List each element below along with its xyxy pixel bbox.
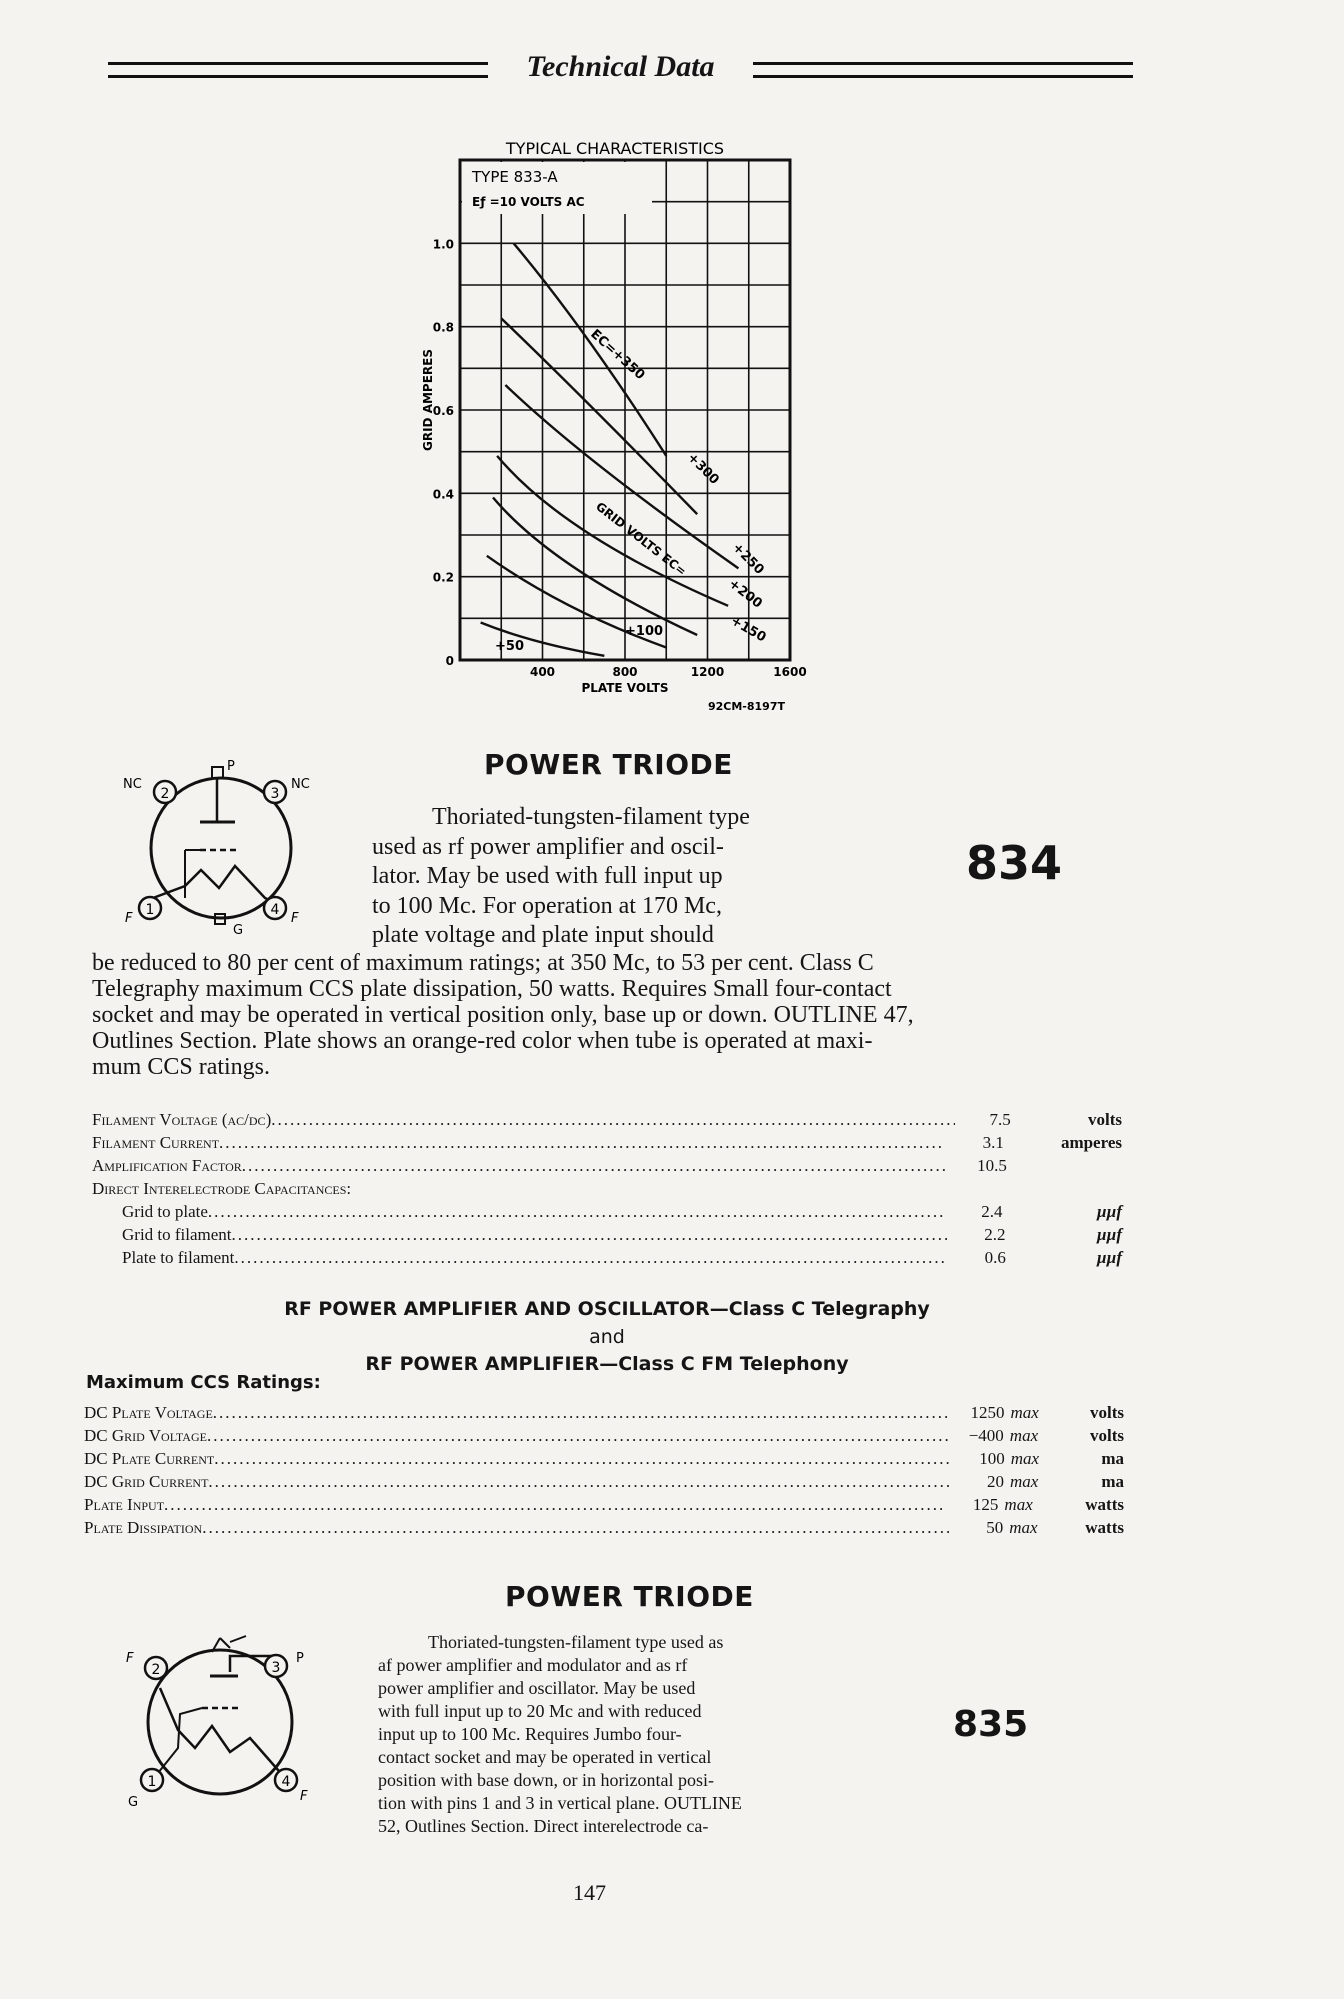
x-axis-label: PLATE VOLTS	[581, 681, 669, 695]
rating-value: 100	[979, 1449, 1005, 1468]
tube835-top-mark-3	[230, 1636, 246, 1642]
max-ratings-table	[84, 1401, 1124, 1539]
capacitance-row	[92, 1246, 1122, 1269]
rating-value: 1250	[970, 1403, 1005, 1422]
capacitance-label: Grid to plate	[122, 1202, 208, 1221]
capacitance-row	[92, 1223, 1122, 1246]
spec-unit: amperes	[1060, 1133, 1122, 1152]
description-line: input up to 100 Mc. Requires Jumbo four-	[378, 1724, 682, 1744]
curve-label: +250	[729, 540, 767, 578]
rating-unit: ma	[1101, 1449, 1124, 1468]
curve-label: +300	[684, 450, 722, 488]
rating-max: max	[1009, 1426, 1039, 1445]
spec-label: Filament Voltage (ac/dc)	[92, 1110, 272, 1129]
capacitance-row	[92, 1200, 1122, 1223]
description-line: Thoriated-tungsten-filament type used as	[428, 1632, 724, 1652]
spec-unit: volts	[1088, 1110, 1122, 1129]
tube835-pin-3-num: 3	[271, 1660, 281, 1676]
tube835-pin-4-num: 4	[281, 1774, 291, 1790]
intro-line: Thoriated-tungsten-filament type	[432, 804, 750, 830]
rating-row	[84, 1424, 1124, 1447]
capacitance-unit: µµf	[1096, 1225, 1122, 1244]
rating-label: DC Grid Voltage	[84, 1426, 207, 1445]
rating-max: max	[1010, 1449, 1040, 1468]
description-line: mum CCS ratings.	[92, 1054, 271, 1080]
curve-label: +200	[725, 576, 765, 612]
intro-line: used as rf power amplifier and oscil-	[372, 833, 724, 860]
capacitance-label: Grid to filament	[122, 1225, 232, 1244]
capacitance-label: Plate to filament	[122, 1248, 235, 1267]
rating-max: max	[1009, 1518, 1038, 1537]
tube834-intro	[372, 803, 852, 951]
description-line: Telegraphy maximum CCS plate dissipation, 50 watts. Requires Small four-contact	[92, 976, 892, 1002]
tube835-base-diagram	[120, 1630, 330, 1810]
intro-line: to 100 Mc. For operation at 170 Mc,	[372, 892, 722, 919]
description-line: be reduced to 80 per cent of maximum ratings; at 350 Mc, to 53 per cent. Class C	[92, 950, 874, 976]
rating-max: max	[1009, 1472, 1039, 1491]
tube835-pin-label-f-right: F	[300, 1789, 308, 1804]
header-title: Technical Data	[516, 50, 724, 83]
tube834-pin-label-f-left: F	[125, 911, 133, 926]
y-tick-label: 0.4	[432, 487, 454, 502]
capacitance-value: 2.2	[984, 1225, 1006, 1244]
rating-unit: volts	[1090, 1403, 1124, 1422]
tube834-base-diagram	[115, 758, 335, 938]
curve-label: +150	[728, 613, 769, 646]
description-line: position with base down, or in horizontal posi-	[378, 1770, 714, 1790]
capacitance-unit: µµf	[1096, 1248, 1122, 1267]
chart-title: TYPICAL CHARACTERISTICS	[505, 139, 725, 158]
tube834-pin-label-f-right: F	[291, 911, 299, 926]
spec-label: Amplification Factor	[92, 1156, 242, 1175]
tube834-pin-4-num: 4	[270, 902, 280, 918]
curve-label: +50	[495, 639, 524, 654]
chart-condition: Eƒ =10 VOLTS AC	[472, 195, 585, 209]
capacitance-heading: Direct Interelectrode Capacitances:	[92, 1179, 352, 1198]
tube834-top-cap	[212, 767, 223, 778]
rating-label: DC Grid Current	[84, 1472, 209, 1491]
y-tick-label: 0	[445, 654, 454, 668]
y-tick-label: 0.6	[432, 404, 454, 418]
description-line: power amplifier and oscillator. May be used	[378, 1678, 696, 1698]
rating-class-heading-2: RF POWER AMPLIFIER—Class C FM Telephony	[365, 1353, 849, 1375]
curve-caption: GRID VOLTS EC=	[593, 499, 690, 579]
spec-value: 10.5	[977, 1156, 1007, 1175]
rating-row	[84, 1401, 1124, 1424]
tube834-pin-label-g: G	[233, 923, 244, 938]
tube834-pin-1-num: 1	[145, 902, 155, 918]
y-tick-label: 1.0	[432, 237, 454, 252]
description-line: af power amplifier and modulator and as rf	[378, 1655, 688, 1675]
rating-row	[84, 1493, 1124, 1516]
tube835-pin-label-g: G	[128, 1795, 139, 1810]
rating-unit: watts	[1085, 1518, 1124, 1537]
x-tick-label: 800	[612, 665, 638, 679]
y-axis-label: GRID AMPERES	[421, 349, 435, 451]
capacitance-unit: µµf	[1096, 1202, 1122, 1221]
curve-label: +100	[625, 624, 664, 639]
curve-line	[497, 456, 728, 606]
tube835-number: 835	[953, 1704, 1029, 1745]
intro-line: lator. May be used with full input up	[372, 863, 723, 889]
capacitance-value: 0.6	[984, 1248, 1006, 1267]
y-tick-label: 0.2	[432, 570, 454, 585]
rating-class-heading-and: and	[589, 1326, 625, 1348]
tube834-description	[92, 950, 1132, 1080]
spec-value: 3.1	[982, 1133, 1004, 1152]
rating-max: max	[1010, 1403, 1039, 1422]
tube834-pin-2-num: 2	[160, 786, 170, 802]
spec-row	[92, 1154, 1122, 1177]
rating-label: DC Plate Voltage	[84, 1403, 213, 1422]
x-tick-label: 1200	[690, 665, 725, 679]
tube835-pin-label-p: P	[296, 1651, 304, 1666]
rating-value: 50	[986, 1518, 1004, 1537]
curve-label: EC=+350	[587, 326, 648, 384]
rating-class-heading-1: RF POWER AMPLIFIER AND OSCILLATOR—Class C Telegraphy	[284, 1298, 930, 1320]
x-tick-label: 400	[529, 665, 556, 679]
capacitance-heading-row	[92, 1177, 1122, 1200]
description-line: 52, Outlines Section. Direct interelectrode ca-	[378, 1816, 709, 1836]
rating-label: Plate Dissipation	[84, 1518, 203, 1537]
tube835-title: POWER TRIODE	[505, 1580, 754, 1613]
tube835-top-mark-2	[220, 1638, 230, 1648]
chart-subtitle: TYPE 833-A	[472, 168, 558, 186]
chart-svg	[410, 130, 810, 720]
tube835-pin-1-num: 1	[147, 1774, 157, 1790]
rating-unit: ma	[1101, 1472, 1124, 1491]
spec-row	[92, 1108, 1122, 1131]
description-line: with full input up to 20 Mc and with reduced	[378, 1701, 702, 1721]
page-number: 147	[573, 1880, 606, 1905]
rating-row	[84, 1516, 1124, 1539]
description-line: socket and may be operated in vertical position only, base up or down. OUTLINE 47,	[92, 1002, 914, 1028]
tube835-pin-label-f-left: F	[126, 1651, 134, 1666]
tube834-pin-3-num: 3	[270, 786, 280, 802]
rating-label: Plate Input	[84, 1495, 165, 1514]
tube835-pin-2-num: 2	[151, 1662, 161, 1678]
tube834-pin-label-nc-right: NC	[291, 777, 310, 792]
rating-row	[84, 1447, 1124, 1470]
max-ratings-heading: Maximum CCS Ratings:	[86, 1372, 321, 1393]
capacitance-value: 2.4	[981, 1202, 1003, 1221]
description-line: contact socket and may be operated in vertical	[378, 1747, 712, 1767]
tube834-pin-label-nc-left: NC	[123, 777, 142, 792]
tube834-number: 834	[966, 836, 1063, 890]
characteristics-chart	[410, 130, 810, 720]
intro-line: plate voltage and plate input should	[372, 922, 714, 948]
x-tick-label: 1600	[773, 665, 807, 679]
rating-unit: watts	[1085, 1495, 1124, 1514]
running-header	[108, 50, 1133, 90]
spec-value: 7.5	[989, 1110, 1011, 1129]
spec-label: Filament Current	[92, 1133, 220, 1152]
rating-label: DC Plate Current	[84, 1449, 215, 1468]
spec-row	[92, 1131, 1122, 1154]
spec-unit	[1007, 1154, 1122, 1177]
tube834-spec-table	[92, 1108, 1122, 1269]
description-line: Outlines Section. Plate shows an orange-red color when tube is operated at maxi-	[92, 1028, 873, 1054]
rating-max: max	[1004, 1495, 1033, 1514]
rating-unit: volts	[1090, 1426, 1124, 1445]
chart-code: 92CM-8197T	[707, 700, 785, 713]
rating-value: 125	[972, 1495, 999, 1514]
rating-value: 20	[986, 1472, 1004, 1491]
rating-value: −400	[968, 1426, 1004, 1445]
tube834-pin-label-p: P	[227, 759, 235, 774]
tube835-description	[378, 1631, 853, 1838]
tube835-grid-lead	[154, 1708, 202, 1778]
tube834-title: POWER TRIODE	[484, 748, 733, 781]
curve-line	[514, 243, 667, 456]
description-line: tion with pins 1 and 3 in vertical plane. OUTLINE	[378, 1793, 742, 1813]
rating-row	[84, 1470, 1124, 1493]
y-tick-label: 0.8	[432, 320, 454, 335]
